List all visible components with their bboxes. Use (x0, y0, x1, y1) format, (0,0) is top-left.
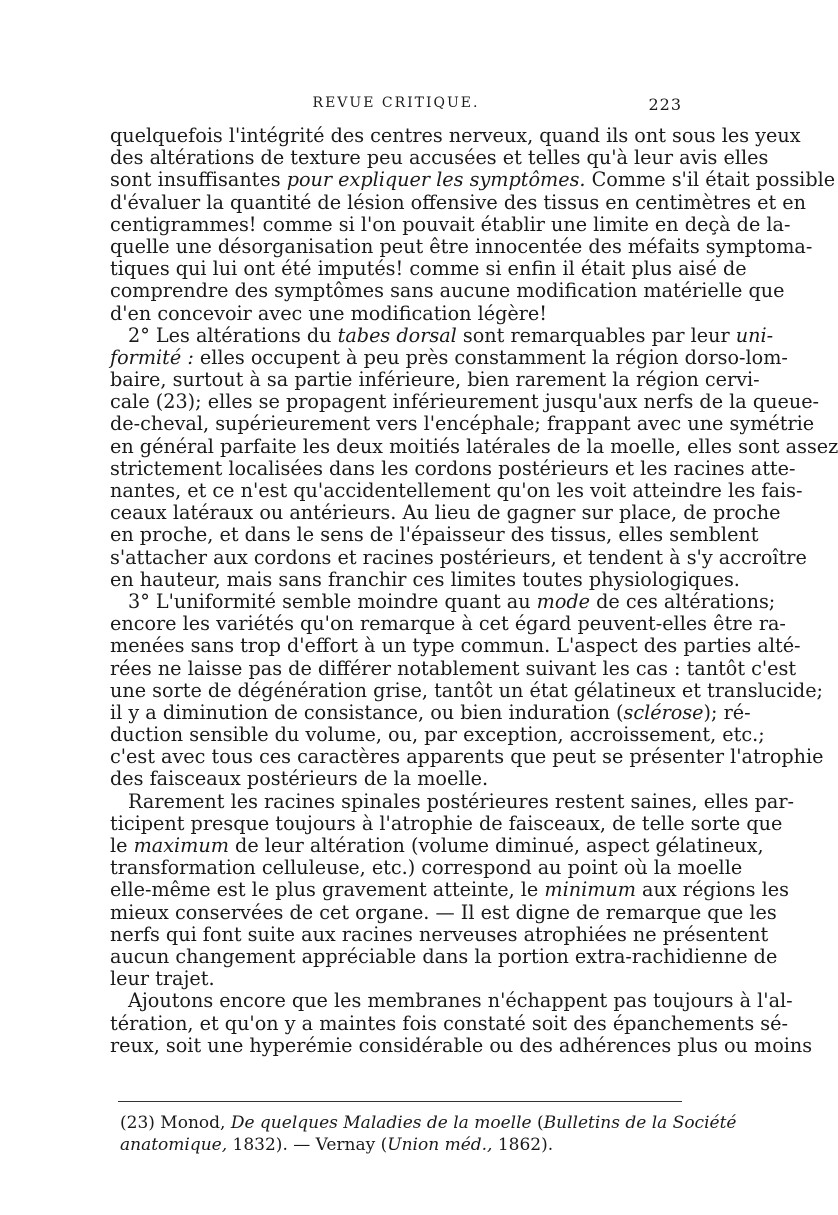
text-line: quelle une désorganisation peut être innocentée des méfaits symptoma- (110, 234, 813, 258)
text-line: en hauteur, mais sans franchir ces limites toutes physiologiques. (110, 567, 740, 591)
text-line: s'attacher aux cordons et racines postérieurs, et tendent à s'y accroître (110, 545, 807, 569)
text-line: comprendre des symptômes sans aucune modification matérielle que (110, 279, 785, 303)
text-line: reux, soit une hyperémie considérable ou des adhérences plus ou moins (110, 1033, 813, 1057)
text-line: de-cheval, supérieurement vers l'encéphale; frappant avec une symétrie (110, 412, 815, 436)
text-line: elle-même est le plus gravement atteinte, le minimum aux régions les (110, 878, 789, 902)
text-line: ceaux latéraux ou antérieurs. Au lieu de gagner sur place, de proche (110, 501, 781, 525)
text-line: mieux conservées de cet organe. — Il est digne de remarque que les (110, 900, 777, 924)
text-line: 2° Les altérations du tabes dorsal sont remarquables par leur uni- (128, 323, 774, 347)
text-line: leur trajet. (110, 967, 215, 991)
page-number: 223 (648, 95, 682, 114)
text-line: centigrammes! comme si l'on pouvait établir une limite en deçà de la- (110, 212, 791, 236)
text-line: d'évaluer la quantité de lésion offensive des tissus en centimètres et en (110, 190, 806, 214)
footnote-line: anatomique, 1832). — Vernay (Union méd., 1862). (120, 1135, 554, 1155)
text-line: 3° L'uniformité semble moindre quant au mode de ces altérations; (128, 589, 776, 613)
text-line: d'en concevoir avec une modification légère! (110, 301, 547, 325)
text-line: rées ne laisse pas de différer notablement suivant les cas : tantôt c'est (110, 656, 797, 680)
text-line: il y a diminution de consistance, ou bien induration (sclérose); ré- (110, 700, 751, 724)
text-line: le maximum de leur altération (volume diminué, aspect gélatineux, (110, 834, 764, 857)
footnote-line: (23) Monod, De quelques Maladies de la moelle (Bulletins de la Société (120, 1113, 737, 1133)
footnote (120, 1112, 737, 1156)
text-line: Rarement les racines spinales postérieures restent saines, elles par- (128, 789, 794, 813)
text-line: menées sans trop d'effort à un type commun. L'aspect des parties alté- (110, 634, 801, 658)
text-line: en proche, et dans le sens de l'épaisseur des tissus, elles semblent (110, 523, 759, 547)
text-line: tiques qui lui ont été imputés! comme si enfin il était plus aisé de (110, 257, 747, 281)
text-line: nantes, et ce n'est qu'accidentellement qu'on les voit atteindre les fais- (110, 479, 803, 502)
text-line: transformation celluleuse, etc.) correspond au point où la moelle (110, 856, 743, 880)
text-line: strictement localisées dans les cordons postérieurs et les racines atte- (110, 456, 796, 480)
footnote-rule (118, 1101, 682, 1102)
text-line: des altérations de texture peu accusées et telles qu'à leur avis elles (110, 146, 769, 170)
text-line: cale (23); elles se propagent inférieurement jusqu'aux nerfs de la queue- (110, 390, 820, 414)
text-line: ticipent presque toujours à l'atrophie de faisceaux, de telle sorte que (110, 811, 783, 835)
text-line: des faisceaux postérieurs de la moelle. (110, 767, 489, 791)
text-line: formité : elles occupent à peu près constamment la région dorso-lom- (110, 345, 788, 369)
text-line: en général parfaite les deux moitiés latérales de la moelle, elles sont assez (110, 434, 838, 458)
text-line: aucun changement appréciable dans la portion extra-rachidienne de (110, 944, 778, 968)
text-line: sont insuffisantes pour expliquer les symptômes. Comme s'il était possible (110, 168, 836, 192)
text-line: une sorte de dégénération grise, tantôt un état gélatineux et translucide; (110, 678, 824, 702)
page-header (110, 95, 682, 121)
text-line: duction sensible du volume, ou, par exception, accroissement, etc.; (110, 723, 765, 747)
text-line: baire, surtout à sa partie inférieure, bien rarement la région cervi- (110, 368, 760, 392)
text-line: nerfs qui font suite aux racines nerveuses atrophiées ne présentent (110, 922, 769, 946)
text-line: Ajoutons encore que les membranes n'échappent pas toujours à l'al- (128, 989, 793, 1013)
text-line: tération, et qu'on y a maintes fois constaté soit des épanchements sé- (110, 1011, 788, 1035)
body-text (110, 124, 838, 1057)
running-title: REVUE CRITIQUE. (312, 95, 480, 111)
text-line: c'est avec tous ces caractères apparents que peut se présenter l'atrophie (110, 745, 824, 769)
text-line: encore les variétés qu'on remarque à cet égard peuvent-elles être ra- (110, 612, 786, 636)
text-line: quelquefois l'intégrité des centres nerveux, quand ils ont sous les yeux (110, 124, 801, 147)
